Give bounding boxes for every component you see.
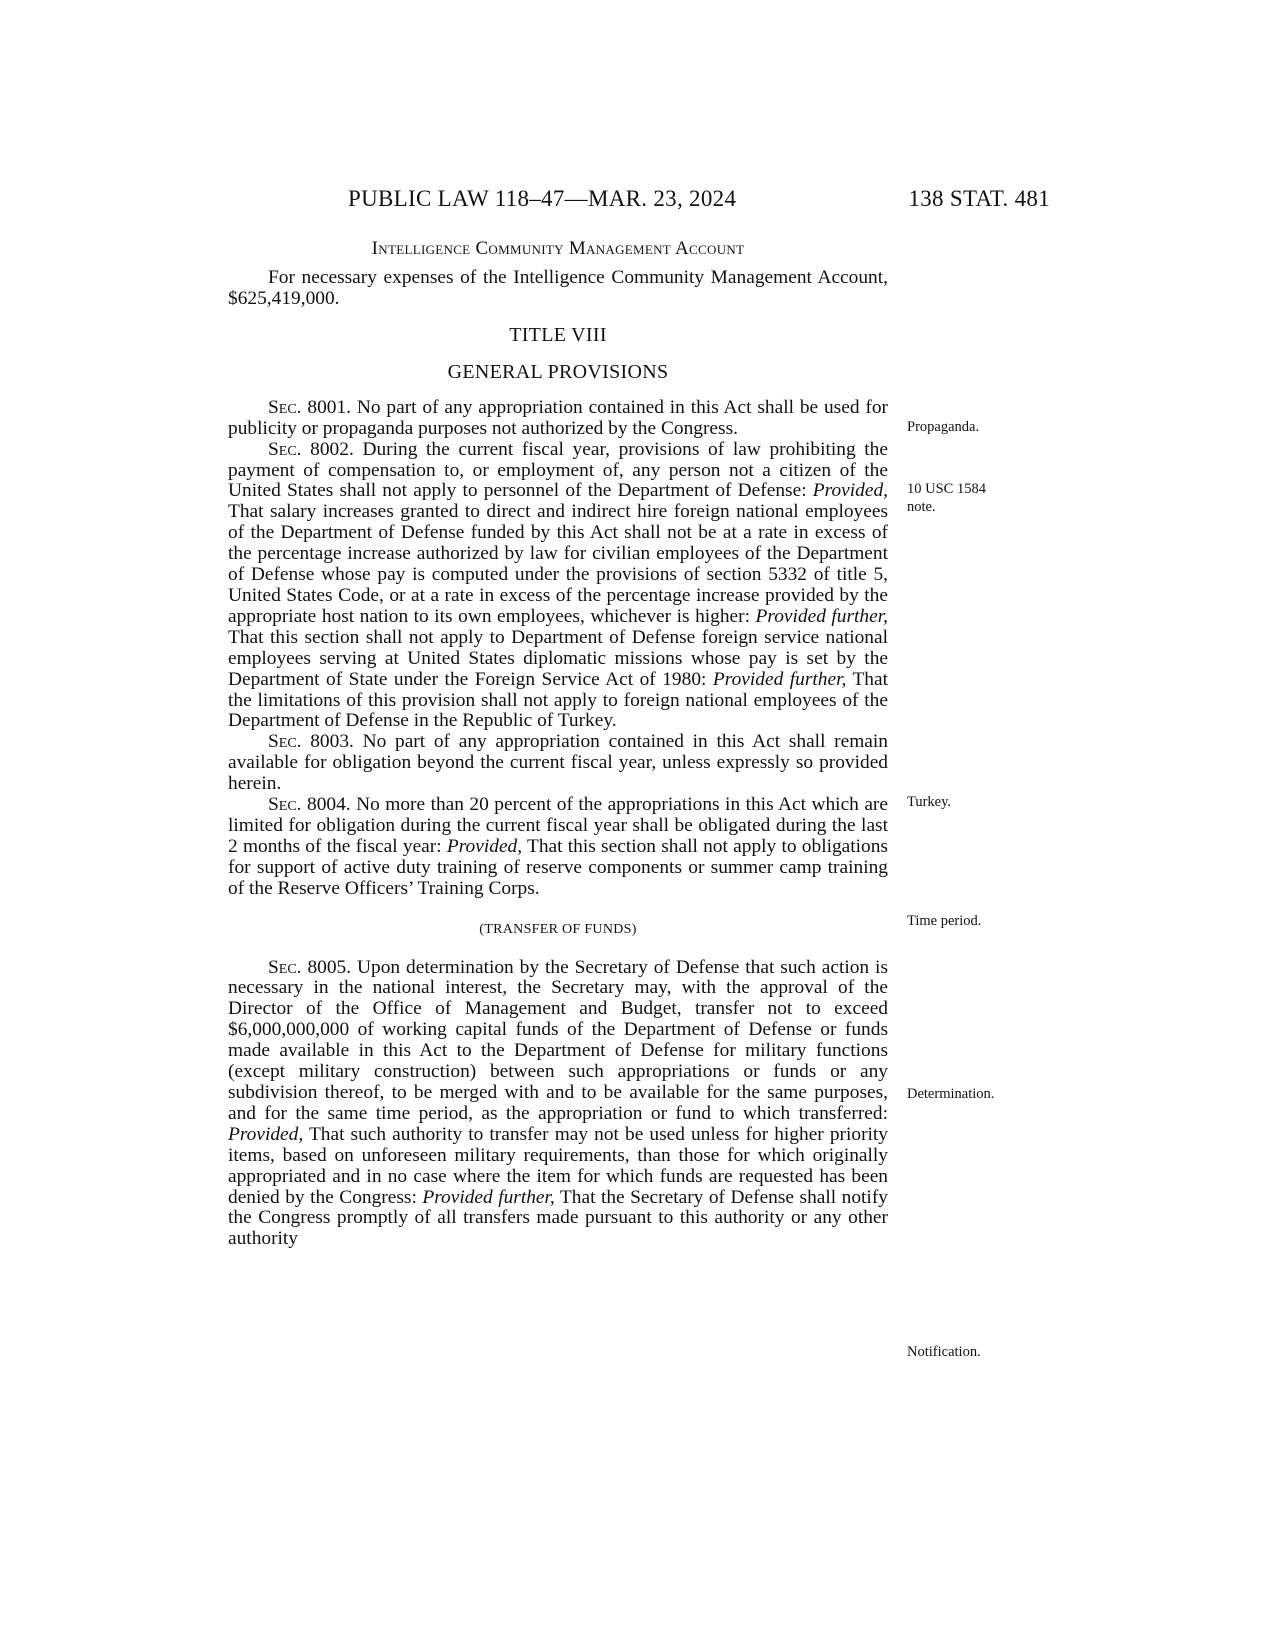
- section-8005: [228, 958, 888, 1251]
- section-number: 8005.: [301, 956, 352, 978]
- section-label: Sec.: [268, 794, 302, 816]
- proviso: Provided further,: [755, 605, 888, 627]
- section-label: Sec.: [268, 956, 302, 978]
- title-number: TITLE VIII: [509, 323, 607, 346]
- section-number: 8001.: [301, 396, 352, 418]
- section-text: That this section shall not apply to Department of Defense foreign service national employees serving at United States diplomatic missions whose pay is set by the Department of State under the Foreign Service Act of 1980:: [228, 626, 888, 690]
- section-number: 8004.: [301, 794, 351, 816]
- proviso: Provided,: [446, 835, 523, 857]
- section-text: That this section shall not apply to obligations for support of active duty training of reserve components or summer camp training of the Reserve Officers’ Training Corps.: [228, 835, 888, 899]
- usc-citation-line: 10 USC 1584: [907, 481, 986, 497]
- section-text: Upon determination by the Secretary of Defense that such action is necessary in the national interest, the Secretary may, with the approval of the Director of the Office of Management and Budget, transfer not to exceed $6,000,000,000 of working capital funds of the Department of Defense or funds made available in this Act to the Department of Defense for military functions (except military construction) between such appropriations or funds or any subdivision thereof, to be merged with and to be available for the same purposes, and for the same time period, as the appropriation or fund to which transferred:: [228, 956, 888, 1124]
- usc-citation-note: note.: [907, 499, 936, 515]
- statute-page-number: 138 STAT. 481: [908, 186, 1050, 211]
- main-text-column: [228, 238, 888, 1250]
- section-8002: [228, 440, 888, 733]
- section-text: During the current fiscal year, provisions of law prohibiting the payment of compensation to, or employment of, any person not a citizen of the United States shall not apply to personnel of the Department of Defense:: [228, 438, 888, 502]
- section-text: No part of any appropriation contained in this Act shall remain available for obligation beyond the current fiscal year, unless expressly so provided herein.: [228, 731, 888, 795]
- margin-note-determination: Determination.: [907, 1086, 995, 1102]
- section-8003: [228, 732, 888, 795]
- margin-note-usc-citation: [907, 480, 986, 516]
- proviso: Provided further,: [712, 668, 847, 690]
- margin-note-turkey: Turkey.: [907, 794, 952, 810]
- proviso: Provided,: [228, 1123, 304, 1145]
- icma-heading: Intelligence Community Management Account: [371, 238, 745, 259]
- section-text: That the Secretary of Defense shall notify the Congress promptly of all transfers made pursuant to this authority or any other authority: [228, 1186, 888, 1250]
- section-number: 8003.: [301, 731, 354, 753]
- section-text: That the limitations of this provision shall not apply to foreign national employees of the Department of Defense in the Republic of Turkey.: [228, 668, 889, 732]
- proviso: Provided further,: [422, 1186, 555, 1208]
- margin-note-notification: Notification.: [907, 1344, 981, 1360]
- proviso: Provided,: [812, 480, 888, 502]
- section-label: Sec.: [268, 438, 302, 460]
- section-text: No part of any appropriation contained in this Act shall be used for publicity or propaganda purposes not authorized by the Congress.: [228, 396, 888, 439]
- title-name: GENERAL PROVISIONS: [447, 360, 669, 383]
- section-8004: [228, 795, 888, 900]
- margin-note-propaganda: Propaganda.: [907, 419, 980, 435]
- public-law-title: PUBLIC LAW 118–47—MAR. 23, 2024: [348, 186, 737, 211]
- margin-note-time-period: Time period.: [907, 913, 982, 929]
- section-8001: [228, 398, 888, 440]
- section-label: Sec.: [268, 731, 302, 753]
- section-label: Sec.: [268, 396, 302, 418]
- section-text: That such authority to transfer may not be used unless for higher priority items, based on unforeseen military requirements, than those for which originally appropriated and in no case where the item for which funds are requested has been denied by the Congress:: [228, 1123, 888, 1208]
- running-header: [218, 186, 1050, 218]
- icma-paragraph: For necessary expenses of the Intelligence Community Management Account, $625,419,000.: [228, 267, 888, 309]
- section-text: That salary increases granted to direct and indirect hire foreign national employees of the Department of Defense funded by this Act shall not be at a rate in excess of the percentage increase authorized by law for civilian employees of the Department of Defense whose pay is computed under the provisions of section 5332 of title 5, United States Code, or at a rate in excess of the percentage increase provided by the appropriate host nation to its own employees, whichever is higher:: [228, 501, 888, 627]
- transfer-of-funds-heading: (TRANSFER OF FUNDS): [479, 921, 637, 937]
- section-text: No more than 20 percent of the appropriations in this Act which are limited for obligation during the current fiscal year shall be obligated during the last 2 months of the fiscal year:: [228, 794, 889, 857]
- section-number: 8002.: [301, 438, 354, 460]
